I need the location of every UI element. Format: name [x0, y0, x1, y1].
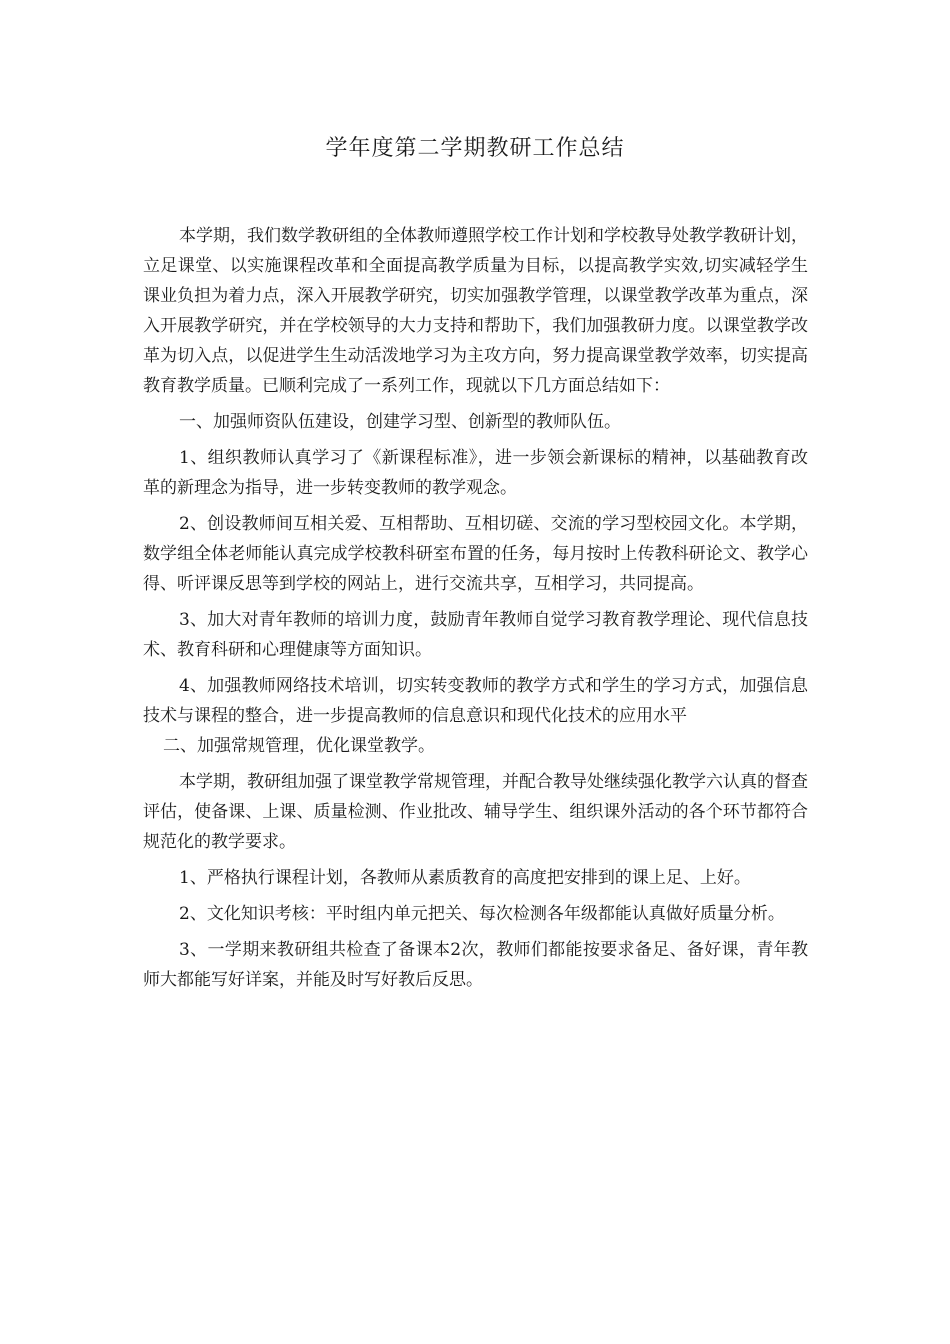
section-2-intro: 本学期，教研组加强了课堂教学常规管理，并配合教导处继续强化教学六认真的督查评估，使备课、上课、质量检测、作业批改、辅导学生、组织课外活动的各个环节都符合规范化的教学要求。	[143, 772, 808, 852]
list-item-1-2: 2、创设教师间互相关爱、互相帮助、互相切磋、交流的学习型校园文化。本学期，数学组全体老师能认真完成学校教科研室布置的任务，每月按时上传教科研论文、教学心得、听评课反思等到学校的网站上，进行交流共享，互相学习，共同提高。	[143, 514, 808, 594]
list-item-1-1: 1、组织教师认真学习了《新课程标准》，进一步领会新课标的精神，以基础教育改革的新理念为指导，进一步转变教师的教学观念。	[143, 448, 808, 498]
list-item-1-4: 4、加强教师网络技术培训，切实转变教师的教学方式和学生的学习方式，加强信息技术与课程的整合，进一步提高教师的信息意识和现代化技术的应用水平	[143, 676, 808, 726]
document-title: 学年度第二学期教研工作总结	[325, 136, 625, 161]
document-body	[143, 221, 808, 1001]
intro-paragraph: 本学期，我们数学教研组的全体教师遵照学校工作计划和学校教导处教学教研计划，立足课堂、以实施课程改革和全面提高教学质量为目标，以提高教学实效,切实减轻学生课业负担为着力点，深入开展教学研究，切实加强教学管理，以课堂教学改革为重点，深入开展教学研究，并在学校领导的大力支持和帮助下，我们加强教研力度。以课堂教学改革为切入点，以促进学生生动活泼地学习为主攻方向，努力提高课堂教学效率，切实提高教育教学质量。已顺利完成了一系列工作，现就以下几方面总结如下：	[143, 226, 808, 396]
list-item-2-1: 1、严格执行课程计划，各教师从素质教育的高度把安排到的课上足、上好。	[179, 868, 751, 888]
list-item-2-2: 2、文化知识考核：平时组内单元把关、每次检测各年级都能认真做好质量分析。	[179, 904, 785, 924]
list-item-1-3: 3、加大对青年教师的培训力度，鼓励青年教师自觉学习教育教学理论、现代信息技术、教育科研和心理健康等方面知识。	[143, 610, 808, 660]
section-heading-1: 一、加强师资队伍建设，创建学习型、创新型的教师队伍。	[179, 412, 621, 432]
list-item-2-3: 3、一学期来教研组共检查了备课本2次，教师们都能按要求备足、备好课，青年教师大都能写好详案，并能及时写好教后反思。	[143, 940, 808, 990]
section-heading-2: 二、加强常规管理，优化课堂教学。	[163, 736, 435, 756]
